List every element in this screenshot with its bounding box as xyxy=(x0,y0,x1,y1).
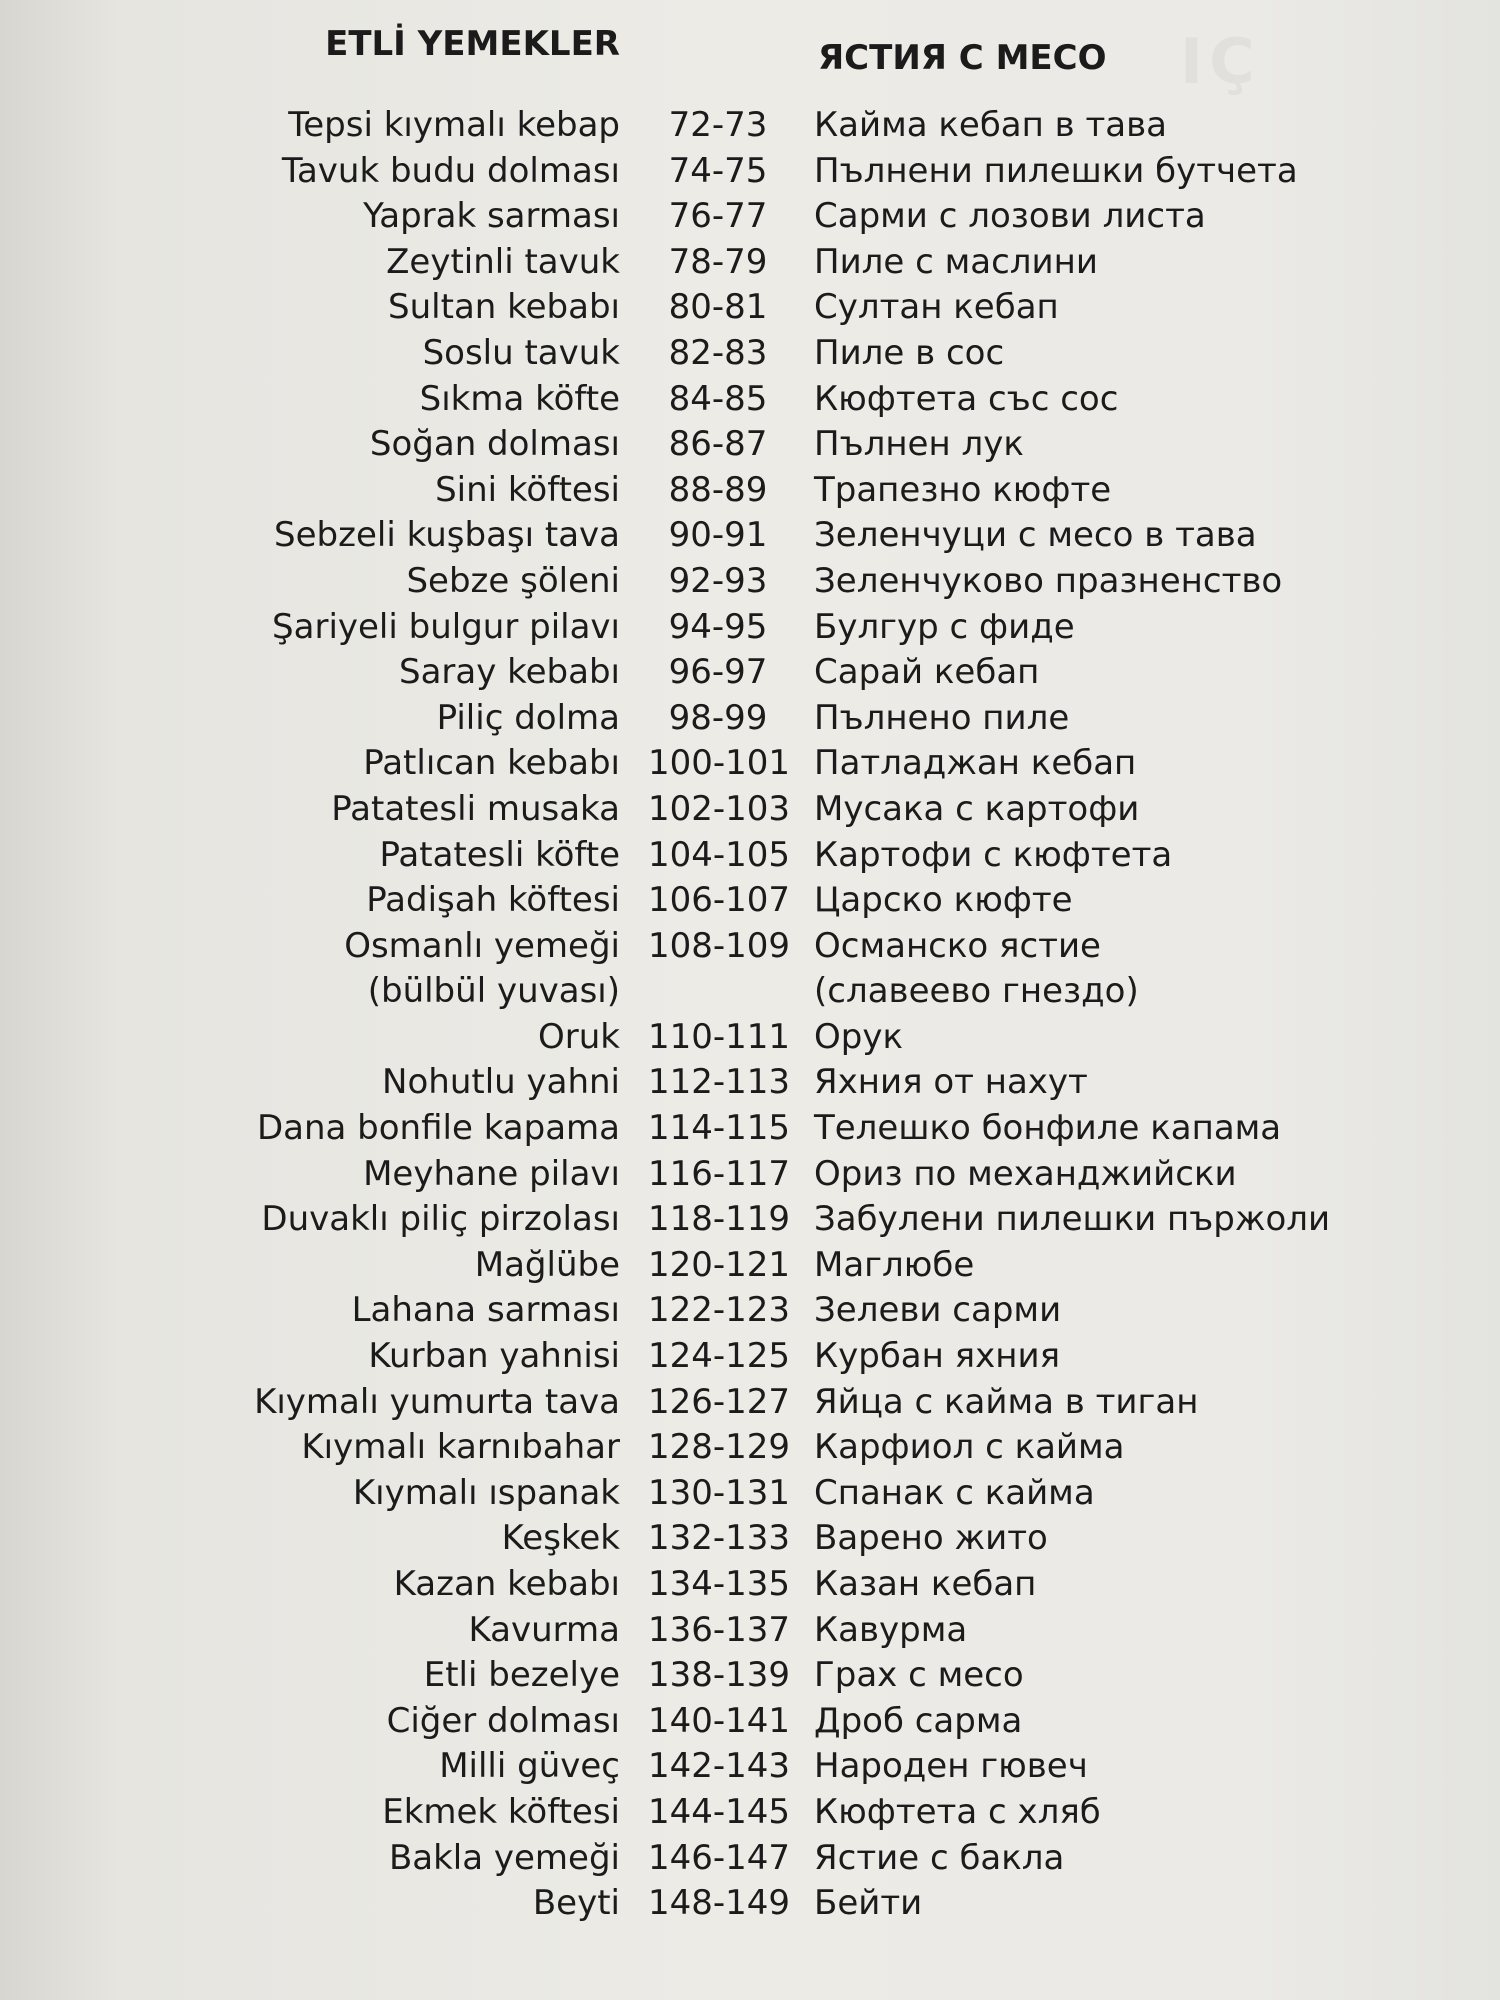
bulgarian-title-line: Зеленчуци с месо в тава xyxy=(814,515,1257,556)
bulgarian-title xyxy=(814,924,1139,1015)
bulgarian-title-line: Забулени пилешки пържоли xyxy=(814,1199,1331,1240)
turkish-title-line: Soğan dolması xyxy=(369,424,620,465)
turkish-title-line: Kazan kebabı xyxy=(393,1564,620,1604)
turkish-title-line: (bülbül yuvası) xyxy=(367,971,620,1012)
turkish-title-line: Kurban yahnisi xyxy=(368,1336,620,1377)
turkish-title-line: Duvaklı piliç pirzolası xyxy=(261,1199,620,1240)
index-row xyxy=(0,833,1500,879)
bulgarian-title-line: Трапезно кюфте xyxy=(814,469,1112,510)
turkish-title xyxy=(423,331,620,377)
turkish-title-line: Soslu tavuk xyxy=(422,332,620,373)
bulgarian-title-line: Телешко бонфиле капама xyxy=(814,1108,1282,1149)
index-row xyxy=(0,1334,1500,1380)
turkish-title-line: Piliç dolma xyxy=(436,697,620,738)
page-range: 74-75 xyxy=(668,150,768,191)
turkish-title xyxy=(370,422,620,468)
turkish-title-line: Beyti xyxy=(532,1883,620,1924)
turkish-title xyxy=(389,1836,620,1882)
bulgarian-title-line: Карфиол с кайма xyxy=(814,1427,1125,1468)
turkish-title xyxy=(538,1015,620,1061)
bulgarian-title-line: Пълнено пиле xyxy=(814,697,1070,738)
page-range: 122-123 xyxy=(648,1290,791,1331)
bulgarian-title xyxy=(814,1836,1064,1882)
page-range: 118-119 xyxy=(648,1199,791,1240)
bulgarian-title xyxy=(814,1653,1024,1699)
turkish-title xyxy=(435,468,620,514)
index-row xyxy=(0,331,1500,377)
turkish-title xyxy=(363,741,620,787)
turkish-title xyxy=(388,285,620,331)
turkish-title xyxy=(439,1744,620,1790)
recipe-index-list xyxy=(0,103,1500,1927)
bleed-through-text: IÇ xyxy=(1180,25,1261,98)
turkish-title xyxy=(331,787,620,833)
page-range: 98-99 xyxy=(668,697,768,738)
bulgarian-title xyxy=(814,650,1039,696)
bulgarian-title xyxy=(814,285,1059,331)
index-row xyxy=(0,194,1500,240)
turkish-title-line: Sultan kebabı xyxy=(388,287,620,328)
bulgarian-title-line: Картофи с кюфтета xyxy=(814,834,1173,875)
page-range: 110-111 xyxy=(648,1016,791,1057)
bulgarian-title xyxy=(814,1243,974,1289)
bulgarian-title xyxy=(814,1516,1048,1562)
turkish-title-line: Ekmek köftesi xyxy=(382,1791,620,1832)
page-range: 120-121 xyxy=(648,1244,791,1285)
index-row xyxy=(0,650,1500,696)
page-range: 96-97 xyxy=(668,652,768,693)
bulgarian-title-line: Патладжан кебап xyxy=(814,743,1137,784)
bulgarian-title-line: Дроб сарма xyxy=(814,1700,1023,1741)
index-row xyxy=(0,285,1500,331)
index-row xyxy=(0,741,1500,787)
turkish-title-line: Kavurma xyxy=(468,1609,620,1650)
page-range: 134-135 xyxy=(648,1564,791,1604)
index-row xyxy=(0,1425,1500,1471)
turkish-title-line: Yaprak sarması xyxy=(363,196,620,237)
turkish-title-line: Ciğer dolması xyxy=(386,1700,620,1741)
bulgarian-title-line: Маглюбе xyxy=(814,1244,975,1285)
bulgarian-title-line: Народен гювеч xyxy=(814,1746,1088,1787)
index-row xyxy=(0,1790,1500,1836)
turkish-title xyxy=(382,1060,620,1106)
bulgarian-title xyxy=(814,605,1075,651)
turkish-title xyxy=(379,833,620,879)
turkish-title xyxy=(363,1152,620,1198)
bulgarian-title xyxy=(814,559,1282,605)
page-range: 104-105 xyxy=(648,834,791,875)
bulgarian-title xyxy=(814,1608,967,1654)
index-row xyxy=(0,1288,1500,1334)
bulgarian-title-line: (славеево гнездо) xyxy=(814,971,1139,1012)
index-row xyxy=(0,559,1500,605)
page-range: 112-113 xyxy=(648,1062,791,1103)
bulgarian-title xyxy=(814,1425,1125,1471)
turkish-title xyxy=(394,1562,620,1608)
bulgarian-title-line: Бейти xyxy=(814,1883,923,1924)
index-row xyxy=(0,1608,1500,1654)
page-range: 102-103 xyxy=(648,788,791,829)
turkish-title xyxy=(368,1334,620,1380)
page-range: 80-81 xyxy=(668,287,768,328)
turkish-title-line: Kıymalı karnıbahar xyxy=(301,1427,620,1468)
turkish-title-line: Sebzeli kuşbaşı tava xyxy=(274,515,620,556)
page-range: 130-131 xyxy=(648,1472,791,1513)
bulgarian-title-line: Варено жито xyxy=(814,1518,1048,1559)
bulgarian-title xyxy=(814,1881,922,1927)
bulgarian-title xyxy=(814,331,1004,377)
turkish-title xyxy=(468,1608,620,1654)
page-range: 138-139 xyxy=(648,1655,791,1696)
index-row xyxy=(0,1562,1500,1608)
bulgarian-title-line: Курбан яхния xyxy=(814,1336,1061,1377)
turkish-title-line: Etli bezelye xyxy=(423,1655,620,1696)
turkish-title-line: Kıymalı yumurta tava xyxy=(254,1381,620,1422)
index-row xyxy=(0,1015,1500,1061)
turkish-title xyxy=(261,1197,620,1243)
bulgarian-title-line: Кавурма xyxy=(814,1609,968,1650)
index-row xyxy=(0,696,1500,742)
bulgarian-title-line: Грах с месо xyxy=(814,1655,1024,1696)
turkish-title xyxy=(301,1425,620,1471)
turkish-title xyxy=(353,1471,620,1517)
page-range: 144-145 xyxy=(648,1791,791,1832)
turkish-title-line: Patatesli musaka xyxy=(331,788,620,829)
bulgarian-title-line: Пълнен лук xyxy=(814,424,1024,465)
turkish-title-line: Tepsi kıymalı kebap xyxy=(288,105,620,145)
index-row xyxy=(0,149,1500,195)
bulgarian-title xyxy=(814,377,1118,423)
turkish-title xyxy=(386,240,620,286)
turkish-title-line: Kıymalı ıspanak xyxy=(352,1472,620,1513)
page-range: 84-85 xyxy=(668,378,768,419)
index-row xyxy=(0,878,1500,924)
index-row xyxy=(0,1744,1500,1790)
turkish-title xyxy=(424,1653,620,1699)
turkish-title-line: Milli güveç xyxy=(439,1746,620,1787)
turkish-title xyxy=(475,1243,620,1289)
turkish-title xyxy=(288,103,620,149)
turkish-title xyxy=(274,513,620,559)
page-range: 128-129 xyxy=(648,1427,791,1468)
bulgarian-title xyxy=(814,468,1111,514)
turkish-title-line: Şariyeli bulgur pilavı xyxy=(272,606,620,647)
page-range: 126-127 xyxy=(648,1381,791,1422)
bulgarian-title xyxy=(814,1471,1095,1517)
page-range: 78-79 xyxy=(668,241,768,282)
turkish-title xyxy=(363,194,620,240)
page-range: 146-147 xyxy=(648,1837,791,1878)
bulgarian-title xyxy=(814,513,1257,559)
turkish-title-line: Patlıcan kebabı xyxy=(363,743,620,784)
bulgarian-title xyxy=(814,741,1136,787)
turkish-title xyxy=(420,377,620,423)
bulgarian-title xyxy=(814,1152,1237,1198)
bulgarian-title-line: Орук xyxy=(814,1016,904,1057)
turkish-title xyxy=(382,1790,620,1836)
page-range: 142-143 xyxy=(648,1746,791,1787)
page-range: 72-73 xyxy=(668,105,768,145)
bulgarian-title xyxy=(814,1106,1281,1152)
bulgarian-title-line: Спанак с кайма xyxy=(814,1472,1095,1513)
index-row xyxy=(0,1699,1500,1745)
page-range: 100-101 xyxy=(648,743,791,784)
index-row xyxy=(0,1152,1500,1198)
index-row xyxy=(0,1380,1500,1426)
turkish-title xyxy=(399,650,620,696)
index-row xyxy=(0,422,1500,468)
bulgarian-title xyxy=(814,194,1206,240)
bulgarian-title xyxy=(814,696,1069,742)
page-range: 116-117 xyxy=(648,1153,791,1194)
turkish-title-line: Zeytinli tavuk xyxy=(386,241,620,282)
turkish-title-line: Bakla yemeği xyxy=(388,1837,620,1878)
bulgarian-title xyxy=(814,878,1073,924)
page-range: 140-141 xyxy=(648,1700,791,1741)
bulgarian-title-line: Пиле с маслини xyxy=(814,241,1098,282)
bulgarian-title-line: Царско кюфте xyxy=(814,880,1073,921)
page-range: 94-95 xyxy=(668,606,768,647)
page-range: 82-83 xyxy=(668,332,768,373)
turkish-title xyxy=(352,1288,620,1334)
bulgarian-title-line: Пълнени пилешки бутчета xyxy=(814,150,1298,191)
bulgarian-title-line: Султан кебап xyxy=(814,287,1059,328)
index-row xyxy=(0,1060,1500,1106)
index-row xyxy=(0,1881,1500,1927)
page-range: 114-115 xyxy=(648,1108,791,1149)
index-row xyxy=(0,468,1500,514)
bulgarian-title xyxy=(814,833,1172,879)
index-row xyxy=(0,1836,1500,1882)
index-row xyxy=(0,1197,1500,1243)
heading-bulgarian: ЯСТИЯ С МЕСО xyxy=(818,38,1107,78)
page-range: 92-93 xyxy=(668,560,768,601)
bulgarian-title xyxy=(814,1334,1060,1380)
turkish-title xyxy=(344,924,620,1015)
bulgarian-title-line: Зелеви сарми xyxy=(814,1290,1062,1331)
bulgarian-title-line: Сарай кебап xyxy=(814,652,1040,693)
turkish-title-line: Mağlübe xyxy=(474,1244,620,1285)
page-range: 90-91 xyxy=(668,515,768,556)
bulgarian-title-line: Ястие с бакла xyxy=(814,1837,1065,1878)
bulgarian-title-line: Кайма кебап в тава xyxy=(814,105,1168,145)
index-row xyxy=(0,1653,1500,1699)
bulgarian-title-line: Яхния от нахут xyxy=(814,1062,1088,1103)
bulgarian-title-line: Ориз по механджийски xyxy=(814,1153,1237,1194)
page-range: 148-149 xyxy=(648,1883,791,1924)
turkish-title-line: Keşkek xyxy=(501,1518,620,1559)
bulgarian-title xyxy=(814,240,1098,286)
bulgarian-title xyxy=(814,787,1139,833)
turkish-title-line: Nohutlu yahni xyxy=(382,1062,620,1103)
turkish-title-line: Sıkma köfte xyxy=(419,378,620,419)
bulgarian-title-line: Мусака с картофи xyxy=(814,788,1140,829)
page-range: 86-87 xyxy=(668,424,768,465)
bulgarian-title xyxy=(814,1060,1088,1106)
bulgarian-title-line: Кюфтета с хляб xyxy=(814,1791,1101,1832)
page-range: 136-137 xyxy=(648,1609,791,1650)
turkish-title xyxy=(282,149,620,195)
bulgarian-title-line: Кюфтета със сос xyxy=(814,378,1119,419)
bulgarian-title xyxy=(814,149,1298,195)
page-range: 124-125 xyxy=(648,1336,791,1377)
page-range: 132-133 xyxy=(648,1518,791,1559)
turkish-title-line: Osmanlı yemeği xyxy=(344,925,620,966)
turkish-title-line: Sini köftesi xyxy=(435,469,620,510)
index-row xyxy=(0,605,1500,651)
bulgarian-title xyxy=(814,1288,1061,1334)
index-row xyxy=(0,1106,1500,1152)
bulgarian-title xyxy=(814,1562,1036,1608)
turkish-title xyxy=(254,1380,620,1426)
page-range: 88-89 xyxy=(668,469,768,510)
bulgarian-title-line: Казан кебап xyxy=(814,1564,1037,1604)
bulgarian-title xyxy=(814,1699,1022,1745)
bulgarian-title xyxy=(814,1380,1198,1426)
turkish-title xyxy=(437,696,620,742)
turkish-title-line: Oruk xyxy=(538,1016,620,1057)
bulgarian-title xyxy=(814,103,1167,149)
index-row xyxy=(0,513,1500,559)
turkish-title xyxy=(366,878,620,924)
index-row xyxy=(0,1243,1500,1289)
index-row xyxy=(0,1471,1500,1517)
turkish-title xyxy=(502,1516,620,1562)
bulgarian-title-line: Пиле в сос xyxy=(814,332,1005,373)
bulgarian-title xyxy=(814,1015,903,1061)
bulgarian-title-line: Зеленчуково празненство xyxy=(814,560,1283,601)
turkish-title xyxy=(272,605,620,651)
bulgarian-title-line: Османско ястие xyxy=(814,925,1101,966)
turkish-title-line: Saray kebabı xyxy=(399,652,620,693)
turkish-title xyxy=(387,1699,620,1745)
turkish-title-line: Tavuk budu dolması xyxy=(281,150,620,191)
page-range: 76-77 xyxy=(668,196,768,237)
turkish-title xyxy=(257,1106,620,1152)
index-row xyxy=(0,377,1500,423)
bulgarian-title xyxy=(814,1790,1101,1836)
index-row xyxy=(0,240,1500,286)
turkish-title-line: Meyhane pilavı xyxy=(363,1153,620,1194)
turkish-title-line: Padişah köftesi xyxy=(366,880,620,921)
bulgarian-title xyxy=(814,1744,1088,1790)
index-row xyxy=(0,924,1500,1015)
bulgarian-title-line: Яйца с кайма в тиган xyxy=(814,1381,1199,1422)
turkish-title-line: Lahana sarması xyxy=(351,1290,620,1331)
turkish-title-line: Dana bonfile kapama xyxy=(256,1108,620,1149)
index-row xyxy=(0,1516,1500,1562)
page-range: 106-107 xyxy=(648,880,791,921)
page-range: 108-109 xyxy=(648,925,791,966)
index-row xyxy=(0,787,1500,833)
turkish-title xyxy=(533,1881,620,1927)
turkish-title-line: Sebze şöleni xyxy=(406,560,620,601)
bulgarian-title-line: Сарми с лозови листа xyxy=(814,196,1206,237)
bulgarian-title xyxy=(814,422,1024,468)
heading-turkish: ETLİ YEMEKLER xyxy=(325,24,620,64)
index-row xyxy=(0,103,1500,149)
turkish-title xyxy=(406,559,620,605)
bulgarian-title-line: Булгур с фиде xyxy=(814,606,1075,647)
bulgarian-title xyxy=(814,1197,1330,1243)
turkish-title-line: Patatesli köfte xyxy=(379,834,620,875)
